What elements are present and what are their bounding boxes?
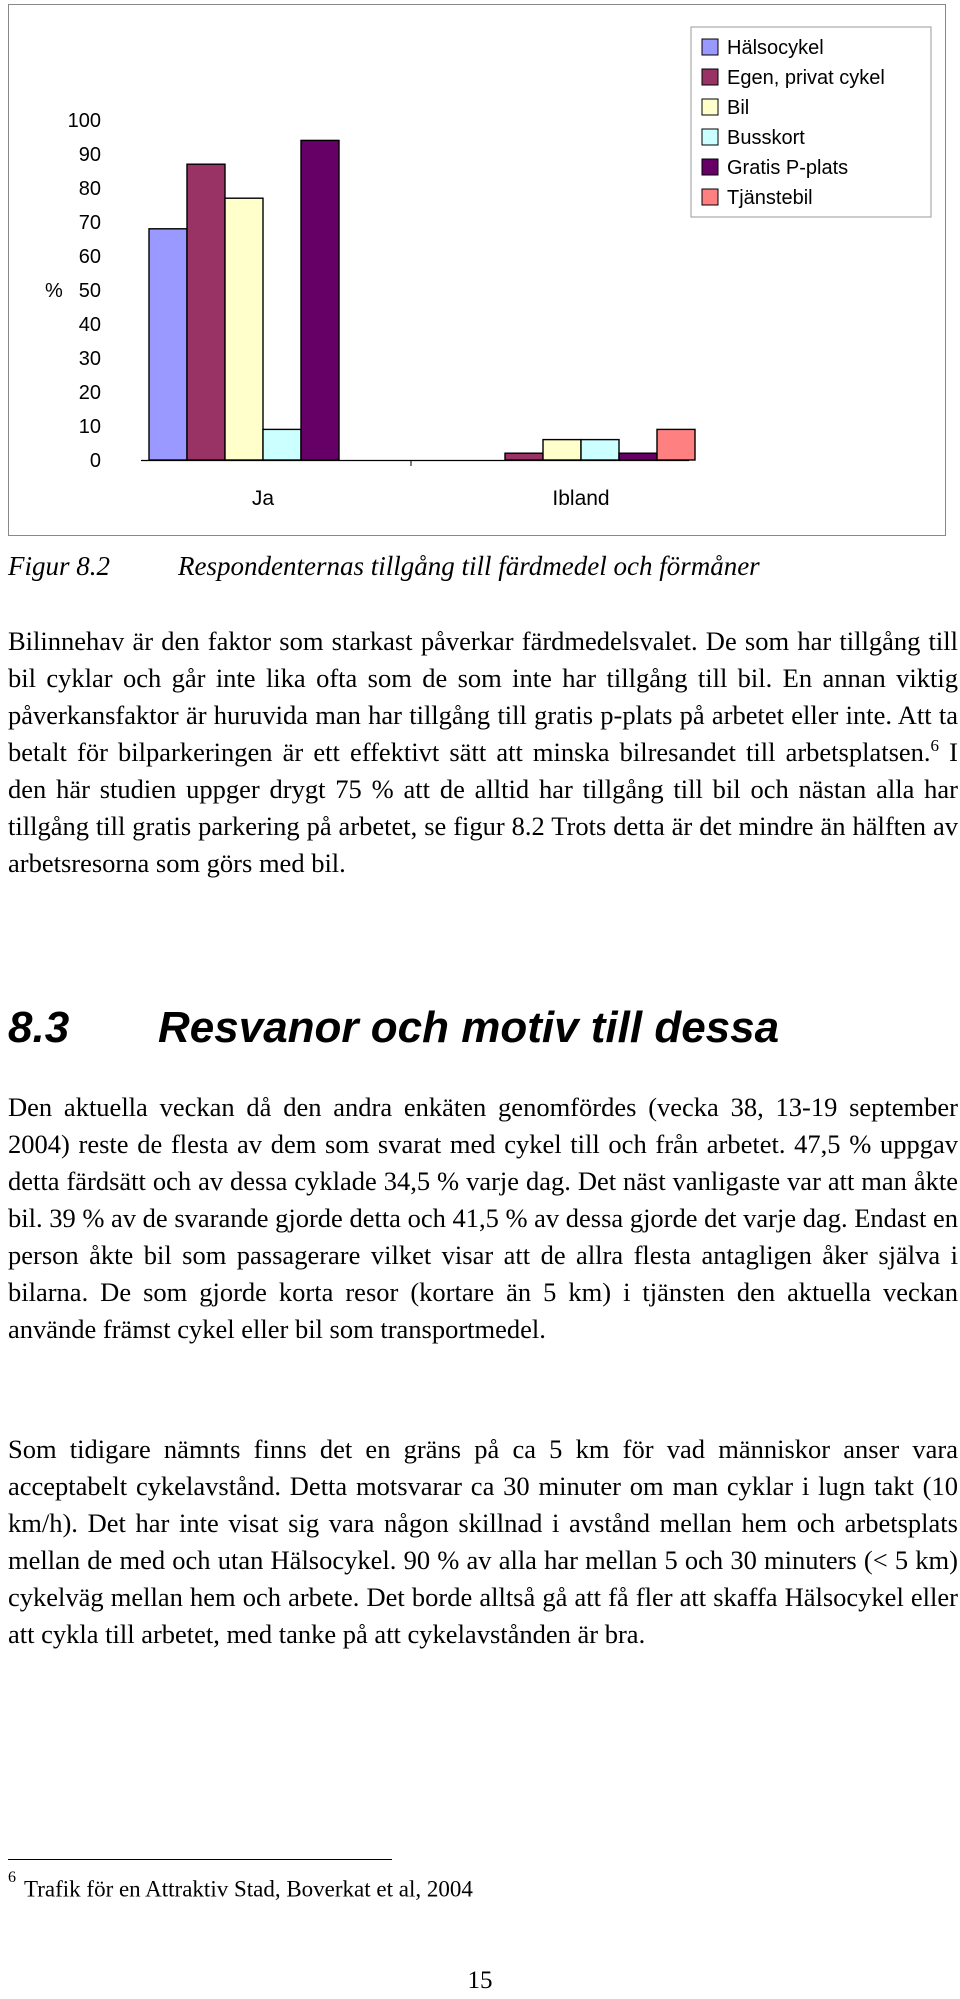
bar <box>187 164 225 460</box>
footnote-number: 6 <box>8 1869 16 1886</box>
paragraph-1 <box>8 623 958 882</box>
bar <box>581 440 619 460</box>
y-tick-label: 40 <box>78 314 101 336</box>
x-tick-label: Ja <box>251 487 275 510</box>
legend-label: Tjänstebil <box>727 187 813 209</box>
caption-text: Respondenternas tillgång till färdmedel och förmåner <box>178 551 760 581</box>
section-number: 8.3 <box>8 1003 70 1052</box>
legend-swatch <box>702 159 718 175</box>
legend-label: Bil <box>727 97 750 119</box>
y-tick-label: 90 <box>78 144 101 166</box>
paragraph-3: Som tidigare nämnts finns det en gräns på ca 5 km för vad människor anser vara acceptabelt cykelavstånd. Detta motsvarar ca 30 minuter om man cyklar i lugn takt (10 km/h). Det har inte visat sig vara någon skillnad i avstånd mellan hem och arbetsplats mellan de med och utan Hälsocykel. 90 % av alla har mellan 5 och 30 minuters (< 5 km) cykelväg mellan hem och arbete. Det borde alltså gå att få fler att skaffa Hälsocykel eller att cykla till arbetet, med tanke på att cykelavstånden är bra. <box>8 1434 958 1649</box>
legend-label: Hälsocykel <box>727 37 824 59</box>
bar <box>657 429 695 460</box>
y-tick-label: 50 <box>78 280 101 302</box>
legend-label: Gratis P-plats <box>727 157 849 179</box>
bar <box>149 229 187 460</box>
paragraph-1-text-b: I den här studien uppger drygt 75 % att de alltid har tillgång till bil och nästan alla har tillgång till gratis parkering på arbetet, se figur 8.2 Trots detta är det mindre än hälften av arbetsresorna som görs med bil. <box>8 737 958 878</box>
footnote <box>8 1869 473 1903</box>
bar <box>263 429 301 460</box>
paragraph-1-text-a: Bilinnehav är den faktor som starkast påverkar färdmedelsvalet. De som har tillgång till bil cyklar och går inte lika ofta som de som inte har tillgång till bil. En annan viktig påverkansfaktor är huruvida man har tillgång till gratis p-plats på arbetet eller inte. Att ta betalt för bilparkeringen är ett effektivt sätt att minska bilresandet till arbetsplatsen. <box>8 626 958 767</box>
bar <box>505 453 543 460</box>
footnote-divider <box>8 1859 392 1860</box>
bar <box>543 440 581 460</box>
bar <box>619 453 657 460</box>
legend-label: Busskort <box>727 127 805 149</box>
legend-swatch <box>702 189 718 205</box>
y-tick-label: 20 <box>78 382 101 404</box>
y-tick-label: 100 <box>67 110 101 132</box>
legend-label: Egen, privat cykel <box>727 67 885 89</box>
y-axis-label: % <box>45 280 63 302</box>
section-title: Resvanor och motiv till dessa <box>158 1003 780 1052</box>
x-tick-label: Ibland <box>552 487 610 510</box>
legend-swatch <box>702 39 718 55</box>
y-tick-label: 0 <box>89 450 101 472</box>
bar-chart <box>9 5 945 535</box>
caption-number: Figur 8.2 <box>8 551 111 581</box>
footnote-ref: 6 <box>930 736 940 756</box>
footnote-text: Trafik för en Attraktiv Stad, Boverkat et al, 2004 <box>24 1876 473 1902</box>
legend-swatch <box>702 129 718 145</box>
page-number: 15 <box>467 1967 493 1994</box>
figure-chart <box>8 4 946 536</box>
paragraph-2: Den aktuella veckan då den andra enkäten genomfördes (vecka 38, 13-19 september 2004) reste de flesta av dem som svarat med cykel till och från arbetet. 47,5 % uppgav detta färdsätt och av dessa cyklade 34,5 % varje dag. Det näst vanligaste var att man åkte bil. 39 % av de svarande gjorde detta och 41,5 % av dessa gjorde det varje dag. Endast en person åkte bil som passagerare vilket visar att de allra flesta antagligen åker själva i bilarna. De som gjorde korta resor (kortare än 5 km) i tjänsten den aktuella veckan använde främst cykel eller bil som transportmedel. <box>8 1092 959 1344</box>
bar <box>301 140 339 460</box>
y-tick-label: 80 <box>78 178 101 200</box>
y-tick-label: 60 <box>78 246 101 268</box>
y-tick-label: 10 <box>78 416 101 438</box>
legend-swatch <box>702 69 718 85</box>
y-tick-label: 30 <box>78 348 101 370</box>
legend-swatch <box>702 99 718 115</box>
y-tick-label: 70 <box>78 212 101 234</box>
section-heading <box>8 1003 779 1053</box>
figure-caption <box>8 551 948 582</box>
bar <box>225 198 263 460</box>
